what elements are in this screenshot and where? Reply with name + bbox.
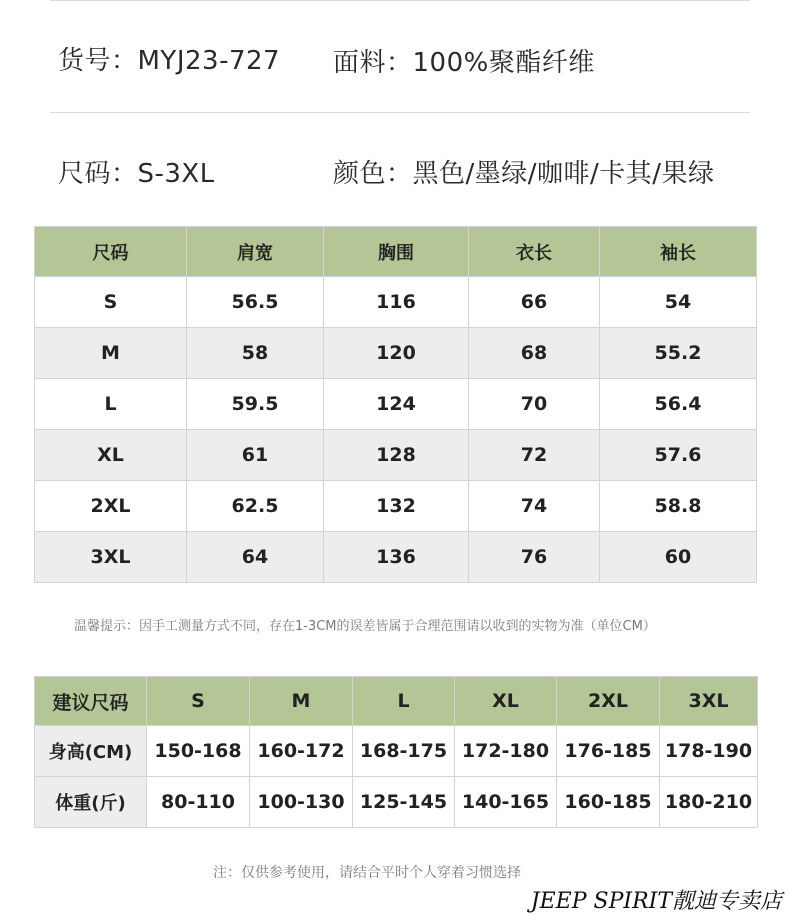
table-row [35,430,757,481]
cell-length: 76 [469,532,600,583]
cell-value: 140-165 [455,777,557,828]
divider-top [50,0,750,1]
header-chest: 胸围 [324,227,469,277]
header-size-2xl: 2XL [557,677,660,726]
header-size: 尺码 [35,227,187,277]
header-size-3xl: 3XL [660,677,758,726]
cell-chest: 132 [324,481,469,532]
header-size-l: L [353,677,455,726]
cell-sleeve: 56.4 [600,379,757,430]
row-label-height: 身高(CM) [35,726,147,777]
cell-value: 160-172 [250,726,353,777]
cell-sleeve: 58.8 [600,481,757,532]
cell-sleeve: 54 [600,277,757,328]
table-row-height [35,726,758,777]
cell-length: 74 [469,481,600,532]
cell-shoulder: 58 [187,328,324,379]
cell-value: 150-168 [147,726,250,777]
cell-value: 125-145 [353,777,455,828]
header-recommend-size: 建议尺码 [35,677,147,726]
cell-size: XL [35,430,187,481]
table-row-weight [35,777,758,828]
cell-size: M [35,328,187,379]
cell-value: 160-185 [557,777,660,828]
measure-tip: 温馨提示：因手工测量方式不同，存在1-3CM的误差皆属于合理范围请以收到的实物为准（单位CM） [74,619,656,634]
header-size-s: S [147,677,250,726]
item-number: 货号：MYJ23-727 [58,46,281,76]
header-size-m: M [250,677,353,726]
cell-size: 3XL [35,532,187,583]
row-label-weight: 体重(斤) [35,777,147,828]
table-row [35,481,757,532]
cell-shoulder: 56.5 [187,277,324,328]
header-shoulder: 肩宽 [187,227,324,277]
header-sleeve: 袖长 [600,227,757,277]
size-chart-table [34,226,757,583]
cell-value: 100-130 [250,777,353,828]
cell-value: 178-190 [660,726,758,777]
cell-length: 72 [469,430,600,481]
cell-size: S [35,277,187,328]
cell-chest: 116 [324,277,469,328]
cell-size: 2XL [35,481,187,532]
size-range: 尺码：S-3XL [58,159,215,189]
cell-chest: 120 [324,328,469,379]
cell-value: 80-110 [147,777,250,828]
fabric-info: 面料：100%聚酯纤维 [333,48,595,78]
table-row [35,532,757,583]
cell-sleeve: 57.6 [600,430,757,481]
cell-chest: 124 [324,379,469,430]
cell-sleeve: 60 [600,532,757,583]
table-row [35,277,757,328]
cell-length: 68 [469,328,600,379]
size-chart-header [35,227,757,277]
header-size-xl: XL [455,677,557,726]
cell-shoulder: 64 [187,532,324,583]
header-length: 衣长 [469,227,600,277]
cell-shoulder: 61 [187,430,324,481]
cell-chest: 128 [324,430,469,481]
cell-shoulder: 62.5 [187,481,324,532]
cell-length: 66 [469,277,600,328]
cell-value: 180-210 [660,777,758,828]
cell-value: 172-180 [455,726,557,777]
cell-value: 176-185 [557,726,660,777]
footer-note: 注：仅供参考使用，请结合平时个人穿着习惯选择 [213,865,521,881]
cell-length: 70 [469,379,600,430]
color-options: 颜色：黑色/墨绿/咖啡/卡其/果绿 [333,159,715,189]
cell-shoulder: 59.5 [187,379,324,430]
cell-chest: 136 [324,532,469,583]
cell-size: L [35,379,187,430]
recommend-header-row [35,677,758,726]
store-brand: JEEP SPIRIT靓迪专卖店 [530,889,782,914]
cell-sleeve: 55.2 [600,328,757,379]
recommend-size-table [34,676,758,828]
cell-value: 168-175 [353,726,455,777]
divider-middle [50,112,750,113]
table-row [35,379,757,430]
table-row [35,328,757,379]
